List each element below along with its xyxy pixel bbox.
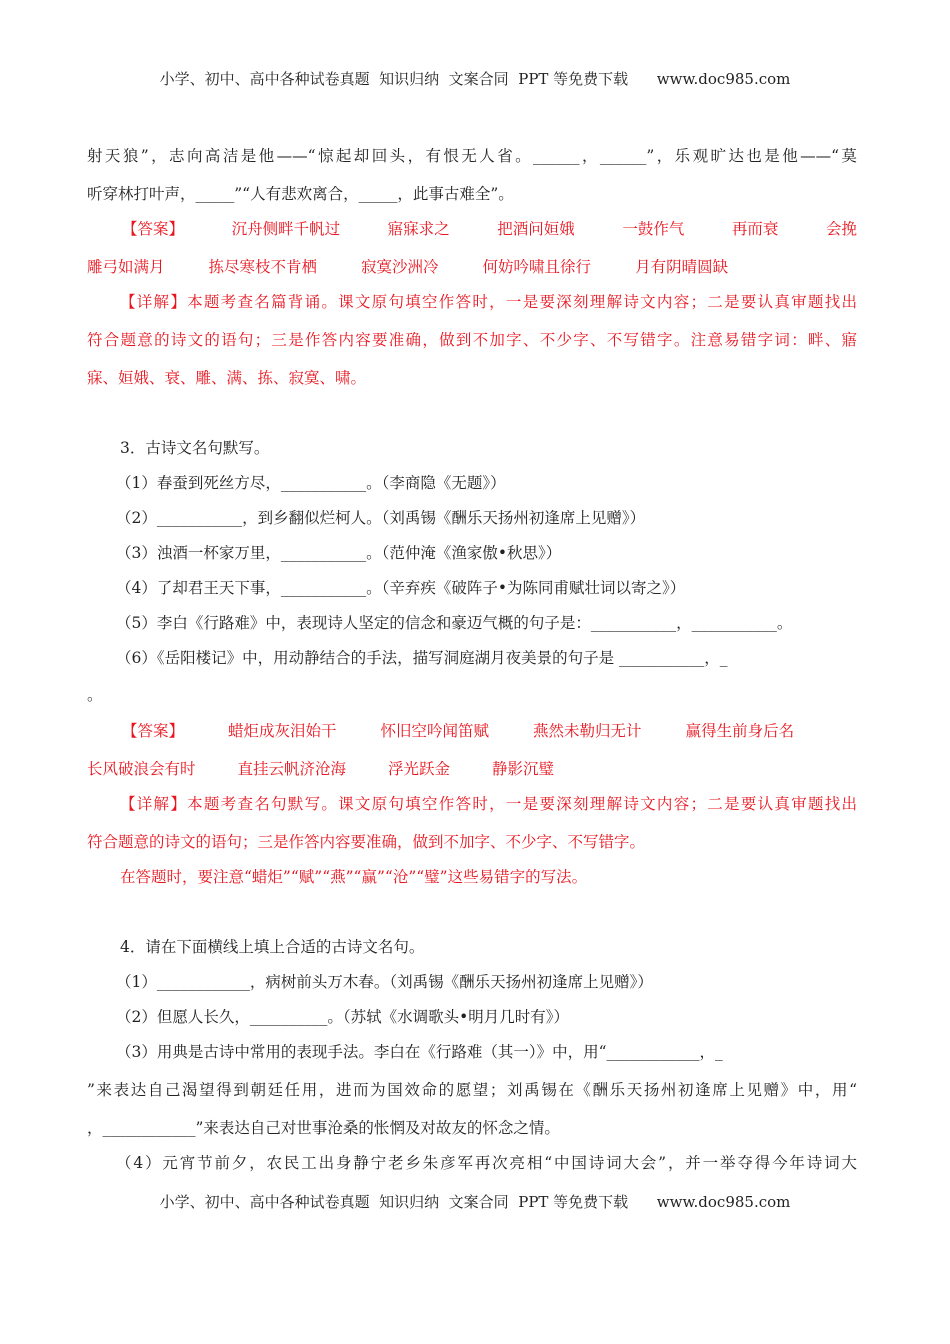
answer-item: 蜡炬成灰泪始干	[228, 722, 337, 740]
q2-detail: 符合题意的诗文的语句；三是作答内容要准确，做到不加字、不少字、不写错字。注意易错字词：畔、寤	[87, 331, 857, 349]
q4-text-line: ，____________”来表达自己对世事沧桑的怅惘及对故友的怀念之情。	[87, 1119, 560, 1137]
q3-item: （4）了却君王天下事，___________。（辛弃疾《破阵子•为陈同甫赋壮词以寄之》）	[116, 579, 686, 597]
q2-text-line: 听穿林打叶声，_____”“人有悲欢离合，_____，此事古难全”。	[87, 185, 514, 203]
q4-item: （2）但愿人长久，__________。（苏轼《水调歌头•明月几时有》）	[116, 1008, 570, 1026]
q4-title: 4．请在下面横线上填上合适的古诗文名句。	[120, 938, 425, 956]
answer-item: 浮光跃金	[388, 760, 451, 778]
q3-item: （5）李白《行路难》中，表现诗人坚定的信念和豪迈气概的句子是：___________，___________。	[116, 614, 793, 632]
answer-item: 会挽	[825, 220, 857, 238]
answer-label: 【答案】	[122, 722, 185, 740]
answer-item: 静影沉璧	[492, 760, 555, 778]
q4-item: （4）元宵节前夕，农民工出身静宁老乡朱彦军再次亮相“中国诗词大会”，并一举夺得今年诗词大	[116, 1154, 857, 1172]
answer-item: 月有阴晴圆缺	[635, 258, 729, 276]
q2-detail: 【详解】本题考查名篇背诵。课文原句填空作答时，一是要深刻理解诗文内容；二是要认真审题找出	[120, 293, 857, 311]
q3-item: （1）春蚕到死丝方尽，___________。（李商隐《无题》）	[116, 474, 506, 492]
answer-item: 寂寞沙洲冷	[361, 258, 439, 276]
page-header: 小学、初中、高中各种试卷真题 知识归纳 文案合同 PPT 等免费下载 www.doc985.com	[159, 70, 791, 88]
q3-detail: 符合题意的诗文的语句；三是作答内容要准确，做到不加字、不少字、不写错字。	[87, 833, 646, 851]
q3-title: 3．古诗文名句默写。	[120, 439, 270, 457]
q4-item: （1）____________，病树前头万木春。（刘禹锡《酬乐天扬州初逢席上见赠》）	[116, 973, 653, 991]
answer-item: 雕弓如满月	[87, 258, 165, 276]
q3-answer-row	[87, 759, 857, 779]
answer-item: 沉舟侧畔千帆过	[231, 220, 341, 238]
answer-item: 直挂云帆济沧海	[237, 760, 347, 778]
q2-detail: 寐、姮娥、衰、雕、满、拣、寂寞、啸。	[87, 369, 367, 387]
answer-item: 拣尽寒枝不肯栖	[208, 258, 318, 276]
answer-item: 再而衰	[731, 220, 779, 238]
answer-item: 长风破浪会有时	[87, 760, 196, 778]
answer-item: 燕然未勒归无计	[533, 722, 642, 740]
answer-label: 【答案】	[122, 220, 185, 238]
q2-text-line: 射天狼”，志向高洁是他——“惊起却回头，有恨无人省。______，______”，乐观旷达也是他——“莫	[87, 147, 857, 165]
q2-answer-row	[87, 219, 857, 239]
answer-item: 何妨吟啸且徐行	[482, 258, 592, 276]
q4-item: （3）用典是古诗中常用的表现手法。李白在《行路难（其一）》中，用“____________，_	[116, 1043, 723, 1061]
answer-item: 怀旧空吟闻笛赋	[380, 722, 490, 740]
answer-item: 把酒问姮娥	[497, 220, 575, 238]
q4-text-line: ”来表达自己渴望得到朝廷任用，进而为国效命的愿望；刘禹锡在《酬乐天扬州初逢席上见赠》中，用“	[87, 1081, 857, 1099]
q3-detail: 【详解】本题考查名句默写。课文原句填空作答时，一是要深刻理解诗文内容；二是要认真审题找出	[120, 795, 857, 813]
q2-answer-row	[87, 257, 857, 277]
answer-item: 一鼓作气	[622, 220, 685, 238]
q3-detail: 在答题时，要注意“蜡炬”“赋”“燕”“赢”“沧”“璧”这些易错字的写法。	[120, 868, 588, 886]
q3-item: （2）___________，到乡翻似烂柯人。（刘禹锡《酬乐天扬州初逢席上见赠》）	[116, 509, 646, 527]
page-footer: 小学、初中、高中各种试卷真题 知识归纳 文案合同 PPT 等免费下载 www.doc985.com	[159, 1193, 791, 1211]
answer-item: 赢得生前身后名	[685, 722, 795, 740]
answer-item: 寤寐求之	[387, 220, 450, 238]
q3-answer-row	[87, 721, 892, 741]
q3-item: （6）《岳阳楼记》中，用动静结合的手法，描写洞庭湖月夜美景的句子是 ___________，_	[116, 649, 728, 667]
q3-item: （3）浊酒一杯家万里，___________。（范仲淹《渔家傲•秋思》）	[116, 544, 562, 562]
q3-item-end: 。	[87, 686, 103, 704]
